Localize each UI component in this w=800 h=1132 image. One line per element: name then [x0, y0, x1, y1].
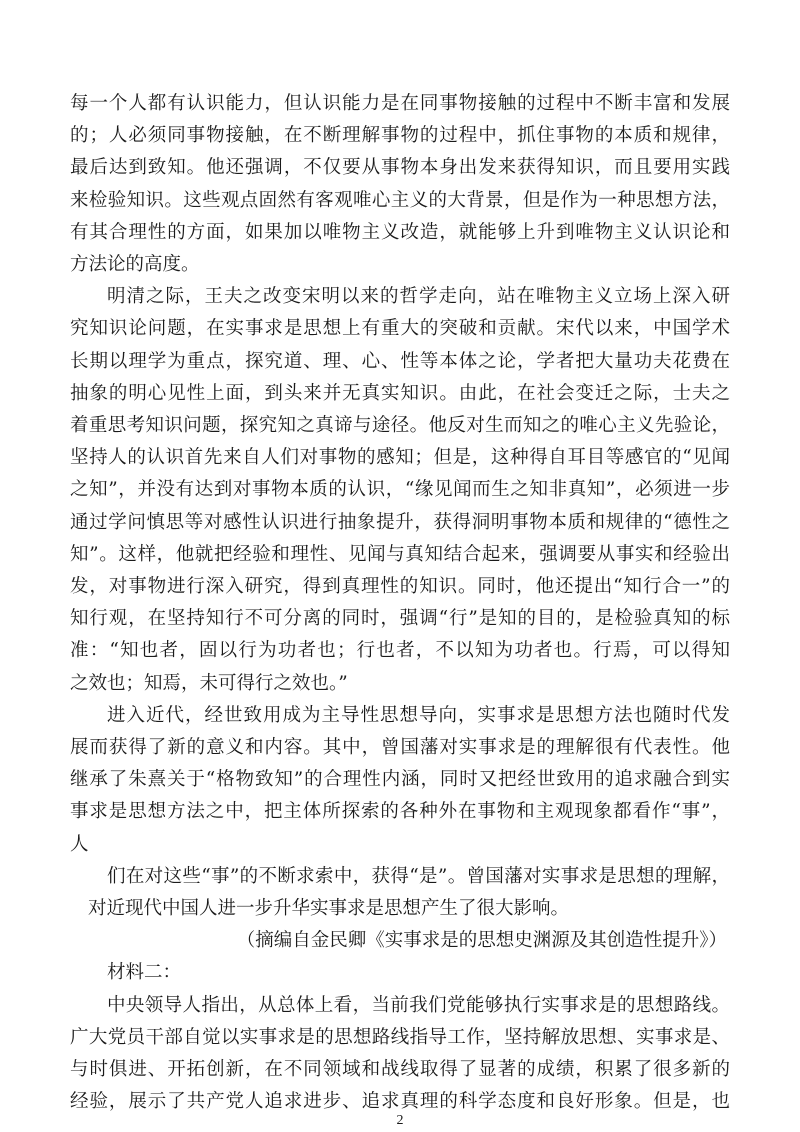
text-line: 知”。这样，他就把经验和理性、见闻与真知结合起来，强调要从事实和经验出 — [70, 544, 730, 565]
paragraph-start-line: 进入近代，经世致用成为主导性思想导向，实事求是思想方法也随时代发 — [107, 705, 730, 726]
text-line: 的；人必须同事物接触，在不断理解事物的过程中，抓住事物的本质和规律， — [70, 125, 730, 146]
text-line: 知行观，在坚持知行不可分离的同时，强调“行”是知的目的，是检验真知的标 — [70, 608, 730, 629]
text-line: 来检验知识。这些观点固然有客观唯心主义的大背景，但是作为一种思想方法， — [70, 190, 730, 211]
text-line: 事求是思想方法之中，把主体所探索的各种外在事物和主观现象都看作“事”， — [70, 801, 730, 822]
text-line: 抽象的明心见性上面，到头来并无真实知识。由此，在社会变迁之际，士夫之 — [70, 383, 730, 404]
text-line: 长期以理学为重点，探究道、理、心、性等本体之论，学者把大量功夫花费在 — [70, 351, 730, 372]
paragraph-start-line: 明清之际，王夫之改变宋明以来的哲学走向，站在唯物主义立场上深入研 — [107, 286, 730, 307]
text-line: 之知”，并没有达到对事物本质的认识，“缘见闻而生之知非真知”，必须进一步 — [70, 479, 730, 500]
text-line: 最后达到致知。他还强调，不仅要从事物本身出发来获得知识，而且要用实践 — [70, 157, 730, 178]
paragraph-start-line: 们在对这些“事”的不断求索中，获得“是”。曾国藩对实事求是思想的理解， — [107, 866, 730, 887]
text-line: 每一个人都有认识能力，但认识能力是在同事物接触的过程中不断丰富和发展 — [70, 93, 730, 114]
text-line: 着重思考知识问题，探究知之真谛与途径。他反对生而知之的唯心主义先验论， — [70, 415, 730, 436]
text-line: 方法论的高度。 — [70, 254, 200, 275]
text-line: 对近现代中国人进一步升华实事求是思想产生了很大影响。 — [88, 898, 570, 919]
text-line: 经验，展示了共产党人追求进步、追求真理的科学态度和良好形象。但是，也 — [70, 1091, 730, 1112]
text-line: 与时俱进、开拓创新，在不同领域和战线取得了显著的成绩，积累了很多新的 — [70, 1059, 730, 1080]
text-line: 究知识论问题，在实事求是思想上有重大的突破和贡献。宋代以来，中国学术 — [70, 318, 730, 339]
section-heading: 材料二： — [107, 962, 182, 983]
text-line: 通过学问慎思等对感性认识进行抽象提升，获得洞明事物本质和规律的“德性之 — [70, 512, 730, 533]
source-citation: （摘编自金民卿《实事求是的思想史渊源及其创造性提升》） — [236, 930, 727, 951]
text-line: 展而获得了新的意义和内容。其中，曾国藩对实事求是的理解很有代表性。他 — [70, 737, 730, 758]
text-line: 继承了朱熹关于“格物致知”的合理性内涵，同时又把经世致用的追求融合到实 — [70, 769, 730, 790]
text-line: 准：“知也者，固以行为功者也；行也者，不以知为功者也。行焉，可以得知 — [70, 640, 730, 661]
text-line: 之效也；知焉，未可得行之效也。” — [70, 673, 348, 694]
text-line: 广大党员干部自觉以实事求是的思想路线指导工作，坚持解放思想、实事求是、 — [70, 1027, 730, 1048]
text-line: 发，对事物进行深入研究，得到真理性的知识。同时，他还提出“知行合一”的 — [70, 576, 730, 597]
text-line: 有其合理性的方面，如果加以唯物主义改造，就能够上升到唯物主义认识论和 — [70, 222, 730, 243]
text-line: 坚持人的认识首先来自人们对事物的感知；但是，这种得自耳目等感官的“见闻 — [70, 447, 730, 468]
text-line: 人 — [70, 834, 89, 855]
page-number: 2 — [396, 1113, 404, 1128]
paragraph-start-line: 中央领导人指出，从总体上看，当前我们党能够执行实事求是的思想路线。 — [107, 995, 730, 1016]
